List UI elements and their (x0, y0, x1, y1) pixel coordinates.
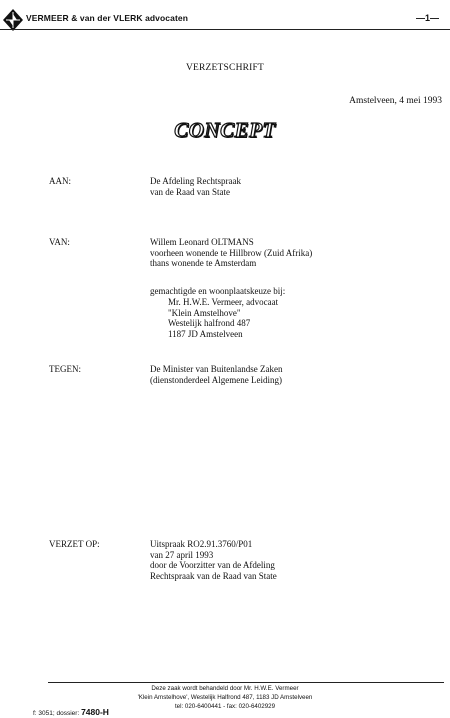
tegen-line: (dienstonderdeel Algemene Leiding) (150, 374, 282, 385)
footer-line: tel: 020-6400441 - fax: 020-6402929 (174, 702, 276, 710)
verzet-op-line: Rechtspraak van de Raad van State (150, 570, 277, 581)
footer-line: Deze zaak wordt behandeld door Mr. H.W.E. Vermeer (151, 685, 299, 692)
verzet-op-line: door de Voorzitter van de Afdeling (150, 560, 275, 570)
dossier-number: 7480-H (81, 707, 109, 717)
dossier-prefix: f: 3051; dossier: (33, 710, 80, 717)
dossier-reference (33, 707, 109, 717)
firm-name: VERMEER & van der VLERK advocaten (26, 13, 189, 23)
representative-line: 1187 JD Amstelveen (168, 328, 243, 339)
concept-stamp: CONCEPT (174, 118, 276, 142)
footer-line: 'Klein Amstelhove', Westelijk Halfrond 487, 1183 JD Amstelveen (137, 693, 313, 701)
verzet-op-line: Uitspraak RO2.91.3760/P01 (150, 539, 253, 549)
verzet-op-label: VERZET OP: (49, 539, 100, 549)
footer-divider (48, 682, 444, 683)
aan-label: AAN: (49, 176, 71, 186)
header-divider (0, 29, 450, 30)
tegen-party (150, 364, 282, 385)
aan-recipient (150, 176, 241, 197)
document-title: VERZETSCHRIFT (185, 63, 265, 73)
aan-line: van de Raad van State (150, 186, 230, 197)
verzet-op-line: van 27 april 1993 (150, 549, 214, 560)
tegen-line: De Minister van Buitenlandse Zaken (150, 364, 283, 374)
van-line: thans wonende te Amsterdam (150, 258, 257, 268)
page-number: —1— (416, 13, 440, 23)
representative-address (168, 297, 278, 339)
verzet-op-decision (150, 539, 277, 581)
representative-line: "Klein Amstelhove" (168, 307, 241, 318)
place-date: Amstelveen, 4 mei 1993 (349, 96, 442, 106)
van-label: VAN: (49, 237, 70, 247)
aan-line: De Afdeling Rechtspraak (150, 176, 241, 186)
van-line: Willem Leonard OLTMANS (150, 237, 254, 247)
representative-line: Mr. H.W.E. Vermeer, advocaat (168, 297, 279, 307)
van-sender (150, 237, 312, 269)
representative-line: Westelijk halfrond 487 (168, 318, 251, 328)
tegen-label: TEGEN: (49, 364, 81, 374)
van-line: voorheen wonende te Hillbrow (Zuid Afrika) (150, 247, 313, 258)
representative-intro: gemachtigde en woonplaatskeuze bij: (150, 286, 286, 296)
letterhead (0, 4, 450, 32)
